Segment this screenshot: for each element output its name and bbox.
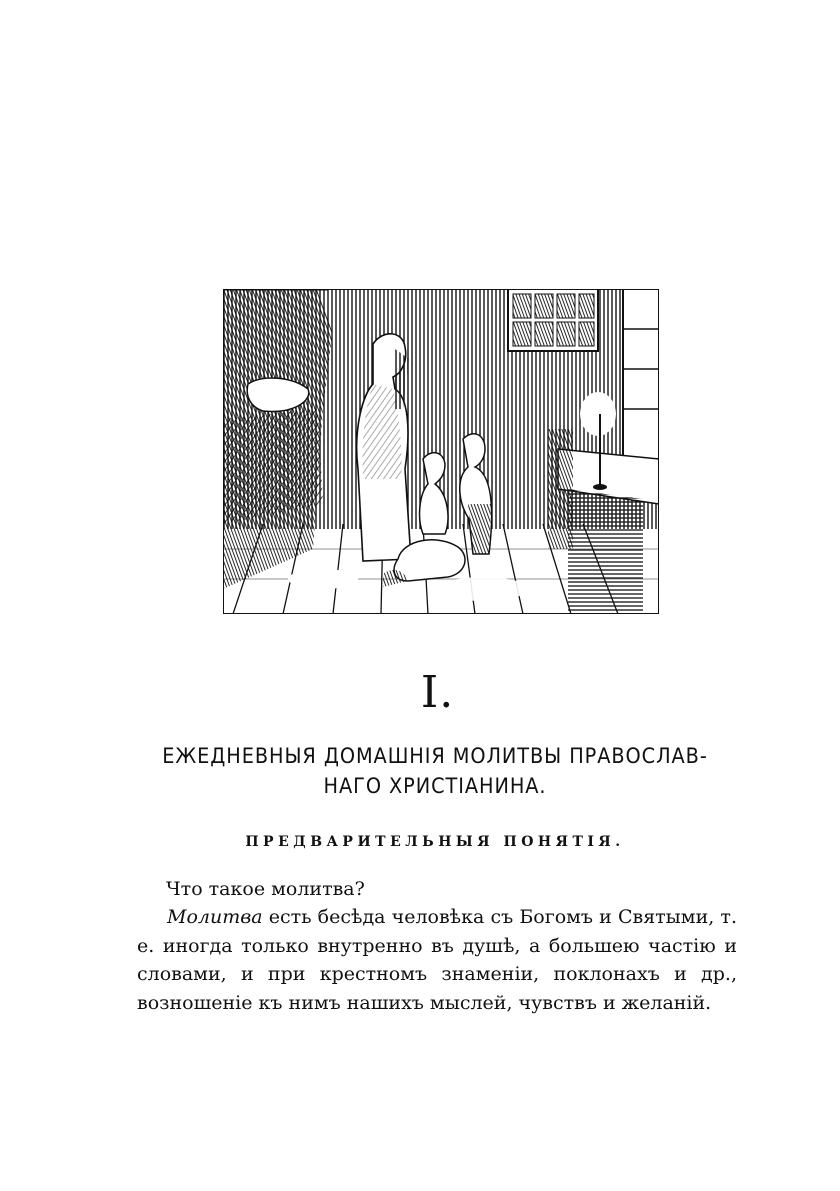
chapter-title-line-2: НАГО ХРИСТІАНИНА. <box>323 774 547 798</box>
defined-term: Молитва <box>167 906 263 928</box>
chapter-title <box>154 741 715 801</box>
definition-text: есть бесѣда человѣка съ Богомъ и Святыми, т. е. иногда только внутренно въ душѣ, а большею частію и словами, и при крестномъ знаменіи, поклонахъ и др., возношеніе къ нимъ нашихъ мыслей, чувствъ и желаній. <box>137 906 737 1014</box>
engraving-illustration <box>223 289 659 614</box>
chapter-title-line-1: ЕЖЕДНЕВНЫЯ ДОМАШНІЯ МОЛИТВЫ ПРАВОСЛАВ- <box>162 744 708 768</box>
definition-paragraph <box>137 903 737 1017</box>
section-title: ПРЕДВАРИТЕЛЬНЫЯ ПОНЯТІЯ. <box>245 834 625 850</box>
question: Что такое молитва? <box>166 878 365 900</box>
chapter-number: I. <box>420 667 455 718</box>
